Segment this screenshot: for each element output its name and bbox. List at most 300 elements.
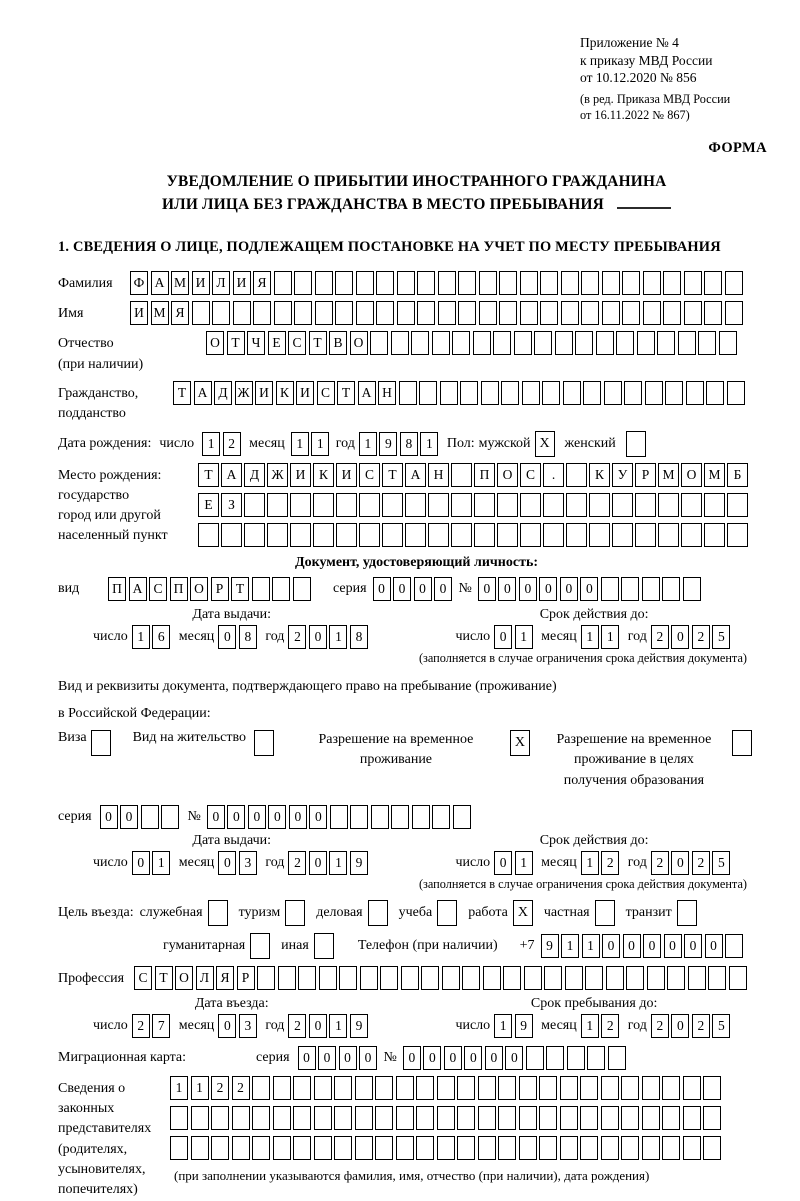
char-cell[interactable] bbox=[642, 1076, 660, 1100]
char-cell[interactable] bbox=[539, 1076, 557, 1100]
char-cell[interactable] bbox=[479, 271, 497, 295]
char-cell[interactable]: 0 bbox=[318, 1046, 336, 1070]
char-cell[interactable] bbox=[519, 1136, 537, 1160]
char-cell[interactable] bbox=[232, 1136, 250, 1160]
char-cell[interactable] bbox=[273, 1106, 291, 1130]
char-cell[interactable] bbox=[382, 523, 403, 547]
char-cell[interactable]: С bbox=[317, 381, 335, 405]
char-cell[interactable]: 0 bbox=[494, 625, 512, 649]
purpose-official-checkbox[interactable] bbox=[208, 900, 228, 926]
char-cell[interactable] bbox=[729, 966, 747, 990]
char-cell[interactable] bbox=[698, 331, 716, 355]
char-cell[interactable] bbox=[376, 301, 394, 325]
char-cell[interactable]: 8 bbox=[350, 625, 368, 649]
char-cell[interactable]: 0 bbox=[268, 805, 286, 829]
char-cell[interactable]: 0 bbox=[100, 805, 118, 829]
char-cell[interactable]: 0 bbox=[289, 805, 307, 829]
char-cell[interactable] bbox=[405, 523, 426, 547]
char-cell[interactable] bbox=[335, 271, 353, 295]
char-cell[interactable]: 2 bbox=[692, 1014, 710, 1038]
char-cell[interactable] bbox=[560, 1136, 578, 1160]
char-cell[interactable] bbox=[643, 271, 661, 295]
char-cell[interactable] bbox=[514, 331, 532, 355]
char-cell[interactable] bbox=[587, 1046, 605, 1070]
char-cell[interactable] bbox=[498, 1106, 516, 1130]
char-cell[interactable] bbox=[544, 966, 562, 990]
char-cell[interactable] bbox=[534, 331, 552, 355]
char-cell[interactable] bbox=[451, 493, 472, 517]
char-cell[interactable] bbox=[396, 1136, 414, 1160]
char-cell[interactable] bbox=[581, 301, 599, 325]
char-cell[interactable] bbox=[703, 1106, 721, 1130]
char-cell[interactable] bbox=[375, 1076, 393, 1100]
purpose-transit-checkbox[interactable] bbox=[677, 900, 697, 926]
char-cell[interactable] bbox=[612, 523, 633, 547]
char-cell[interactable]: Ф bbox=[130, 271, 148, 295]
char-cell[interactable]: Т bbox=[337, 381, 355, 405]
char-cell[interactable] bbox=[727, 523, 748, 547]
char-cell[interactable] bbox=[457, 1076, 475, 1100]
char-cell[interactable]: 0 bbox=[664, 934, 682, 958]
char-cell[interactable]: 2 bbox=[223, 432, 241, 456]
char-cell[interactable]: С bbox=[288, 331, 306, 355]
char-cell[interactable]: 2 bbox=[692, 625, 710, 649]
char-cell[interactable] bbox=[293, 1136, 311, 1160]
char-cell[interactable]: 1 bbox=[132, 625, 150, 649]
char-cell[interactable] bbox=[274, 301, 292, 325]
char-cell[interactable] bbox=[483, 966, 501, 990]
char-cell[interactable] bbox=[360, 966, 378, 990]
char-cell[interactable] bbox=[376, 271, 394, 295]
char-cell[interactable]: 2 bbox=[288, 851, 306, 875]
char-cell[interactable] bbox=[314, 1136, 332, 1160]
char-cell[interactable]: Ж bbox=[235, 381, 253, 405]
char-cell[interactable]: Р bbox=[237, 966, 255, 990]
char-cell[interactable]: В bbox=[329, 331, 347, 355]
char-cell[interactable] bbox=[428, 493, 449, 517]
char-cell[interactable]: 0 bbox=[643, 934, 661, 958]
char-cell[interactable]: 1 bbox=[329, 1014, 347, 1038]
char-cell[interactable] bbox=[294, 301, 312, 325]
char-cell[interactable] bbox=[170, 1136, 188, 1160]
char-cell[interactable]: 5 bbox=[712, 625, 730, 649]
char-cell[interactable] bbox=[565, 966, 583, 990]
purpose-work-checkbox[interactable]: X bbox=[513, 900, 533, 926]
char-cell[interactable]: 0 bbox=[359, 1046, 377, 1070]
char-cell[interactable]: 7 bbox=[152, 1014, 170, 1038]
char-cell[interactable] bbox=[416, 1076, 434, 1100]
char-cell[interactable]: Н bbox=[428, 463, 449, 487]
char-cell[interactable] bbox=[540, 301, 558, 325]
char-cell[interactable] bbox=[560, 1106, 578, 1130]
char-cell[interactable] bbox=[278, 966, 296, 990]
char-cell[interactable] bbox=[543, 523, 564, 547]
char-cell[interactable]: С bbox=[134, 966, 152, 990]
char-cell[interactable]: К bbox=[589, 463, 610, 487]
char-cell[interactable] bbox=[314, 1106, 332, 1130]
char-cell[interactable]: 3 bbox=[239, 1014, 257, 1038]
char-cell[interactable]: О bbox=[175, 966, 193, 990]
char-cell[interactable]: И bbox=[192, 271, 210, 295]
char-cell[interactable] bbox=[355, 1076, 373, 1100]
char-cell[interactable]: 0 bbox=[309, 625, 327, 649]
char-cell[interactable] bbox=[298, 966, 316, 990]
char-cell[interactable]: 0 bbox=[539, 577, 557, 601]
char-cell[interactable]: Я bbox=[216, 966, 234, 990]
char-cell[interactable]: И bbox=[130, 301, 148, 325]
char-cell[interactable] bbox=[683, 1136, 701, 1160]
char-cell[interactable]: 8 bbox=[239, 625, 257, 649]
char-cell[interactable] bbox=[380, 966, 398, 990]
char-cell[interactable] bbox=[438, 271, 456, 295]
char-cell[interactable]: 2 bbox=[651, 1014, 669, 1038]
char-cell[interactable] bbox=[451, 463, 472, 487]
char-cell[interactable] bbox=[315, 271, 333, 295]
char-cell[interactable]: 9 bbox=[350, 851, 368, 875]
char-cell[interactable] bbox=[678, 331, 696, 355]
char-cell[interactable]: 0 bbox=[309, 805, 327, 829]
char-cell[interactable]: 0 bbox=[464, 1046, 482, 1070]
char-cell[interactable] bbox=[497, 493, 518, 517]
char-cell[interactable]: 1 bbox=[494, 1014, 512, 1038]
char-cell[interactable] bbox=[520, 301, 538, 325]
char-cell[interactable] bbox=[481, 381, 499, 405]
char-cell[interactable] bbox=[293, 1106, 311, 1130]
char-cell[interactable]: А bbox=[358, 381, 376, 405]
char-cell[interactable] bbox=[437, 1106, 455, 1130]
char-cell[interactable] bbox=[667, 966, 685, 990]
char-cell[interactable] bbox=[257, 966, 275, 990]
char-cell[interactable] bbox=[399, 381, 417, 405]
char-cell[interactable] bbox=[704, 301, 722, 325]
char-cell[interactable] bbox=[561, 271, 579, 295]
char-cell[interactable] bbox=[566, 493, 587, 517]
char-cell[interactable] bbox=[334, 1136, 352, 1160]
purpose-other-checkbox[interactable] bbox=[314, 933, 334, 959]
char-cell[interactable] bbox=[458, 271, 476, 295]
char-cell[interactable]: 0 bbox=[560, 577, 578, 601]
char-cell[interactable] bbox=[244, 523, 265, 547]
char-cell[interactable] bbox=[252, 1136, 270, 1160]
char-cell[interactable]: М bbox=[658, 463, 679, 487]
purpose-tourism-checkbox[interactable] bbox=[285, 900, 305, 926]
char-cell[interactable] bbox=[581, 271, 599, 295]
char-cell[interactable]: . bbox=[543, 463, 564, 487]
char-cell[interactable]: Ч bbox=[247, 331, 265, 355]
char-cell[interactable] bbox=[642, 1106, 660, 1130]
char-cell[interactable] bbox=[382, 493, 403, 517]
char-cell[interactable] bbox=[428, 523, 449, 547]
char-cell[interactable] bbox=[462, 966, 480, 990]
char-cell[interactable] bbox=[601, 1136, 619, 1160]
char-cell[interactable] bbox=[141, 805, 159, 829]
char-cell[interactable] bbox=[375, 1136, 393, 1160]
char-cell[interactable] bbox=[412, 805, 430, 829]
char-cell[interactable] bbox=[684, 301, 702, 325]
char-cell[interactable] bbox=[479, 301, 497, 325]
char-cell[interactable] bbox=[253, 301, 271, 325]
char-cell[interactable] bbox=[658, 523, 679, 547]
char-cell[interactable] bbox=[417, 271, 435, 295]
char-cell[interactable] bbox=[416, 1106, 434, 1130]
char-cell[interactable] bbox=[211, 1106, 229, 1130]
char-cell[interactable] bbox=[294, 271, 312, 295]
char-cell[interactable] bbox=[616, 331, 634, 355]
char-cell[interactable] bbox=[411, 331, 429, 355]
char-cell[interactable]: 0 bbox=[403, 1046, 421, 1070]
char-cell[interactable] bbox=[335, 301, 353, 325]
char-cell[interactable] bbox=[602, 271, 620, 295]
char-cell[interactable] bbox=[252, 1076, 270, 1100]
char-cell[interactable]: 9 bbox=[350, 1014, 368, 1038]
char-cell[interactable]: Б bbox=[727, 463, 748, 487]
char-cell[interactable] bbox=[642, 1136, 660, 1160]
char-cell[interactable] bbox=[519, 1076, 537, 1100]
char-cell[interactable]: 0 bbox=[373, 577, 391, 601]
char-cell[interactable]: 8 bbox=[400, 432, 418, 456]
char-cell[interactable] bbox=[681, 523, 702, 547]
char-cell[interactable] bbox=[401, 966, 419, 990]
char-cell[interactable]: 2 bbox=[651, 851, 669, 875]
temp-residence-edu-checkbox[interactable] bbox=[732, 730, 752, 756]
char-cell[interactable] bbox=[191, 1136, 209, 1160]
char-cell[interactable] bbox=[170, 1106, 188, 1130]
char-cell[interactable] bbox=[642, 577, 660, 601]
char-cell[interactable] bbox=[273, 1076, 291, 1100]
char-cell[interactable] bbox=[540, 271, 558, 295]
char-cell[interactable] bbox=[624, 381, 642, 405]
char-cell[interactable] bbox=[686, 381, 704, 405]
char-cell[interactable]: 0 bbox=[705, 934, 723, 958]
char-cell[interactable] bbox=[192, 301, 210, 325]
char-cell[interactable]: Н bbox=[378, 381, 396, 405]
char-cell[interactable] bbox=[473, 331, 491, 355]
char-cell[interactable]: Т bbox=[173, 381, 191, 405]
char-cell[interactable]: 6 bbox=[152, 625, 170, 649]
char-cell[interactable] bbox=[719, 331, 737, 355]
char-cell[interactable]: 0 bbox=[671, 1014, 689, 1038]
char-cell[interactable]: 0 bbox=[494, 851, 512, 875]
char-cell[interactable] bbox=[336, 493, 357, 517]
char-cell[interactable] bbox=[606, 966, 624, 990]
char-cell[interactable] bbox=[375, 1106, 393, 1130]
char-cell[interactable]: 0 bbox=[684, 934, 702, 958]
char-cell[interactable] bbox=[725, 271, 743, 295]
char-cell[interactable] bbox=[396, 1106, 414, 1130]
char-cell[interactable] bbox=[356, 271, 374, 295]
char-cell[interactable] bbox=[313, 523, 334, 547]
char-cell[interactable] bbox=[336, 523, 357, 547]
char-cell[interactable]: Т bbox=[382, 463, 403, 487]
char-cell[interactable] bbox=[575, 331, 593, 355]
char-cell[interactable]: А bbox=[129, 577, 147, 601]
char-cell[interactable] bbox=[520, 493, 541, 517]
char-cell[interactable] bbox=[478, 1106, 496, 1130]
char-cell[interactable]: С bbox=[359, 463, 380, 487]
char-cell[interactable] bbox=[391, 331, 409, 355]
char-cell[interactable] bbox=[727, 381, 745, 405]
char-cell[interactable] bbox=[585, 966, 603, 990]
char-cell[interactable]: 2 bbox=[288, 625, 306, 649]
char-cell[interactable] bbox=[681, 493, 702, 517]
char-cell[interactable]: 0 bbox=[298, 1046, 316, 1070]
char-cell[interactable]: 0 bbox=[218, 625, 236, 649]
char-cell[interactable]: А bbox=[151, 271, 169, 295]
char-cell[interactable] bbox=[539, 1106, 557, 1130]
char-cell[interactable] bbox=[233, 301, 251, 325]
char-cell[interactable]: 0 bbox=[309, 851, 327, 875]
char-cell[interactable]: Д bbox=[214, 381, 232, 405]
char-cell[interactable] bbox=[566, 523, 587, 547]
char-cell[interactable]: 0 bbox=[414, 577, 432, 601]
char-cell[interactable]: 2 bbox=[692, 851, 710, 875]
char-cell[interactable] bbox=[355, 1106, 373, 1130]
char-cell[interactable] bbox=[498, 1076, 516, 1100]
char-cell[interactable] bbox=[621, 1076, 639, 1100]
char-cell[interactable] bbox=[212, 301, 230, 325]
char-cell[interactable]: 0 bbox=[519, 577, 537, 601]
char-cell[interactable]: 1 bbox=[581, 625, 599, 649]
char-cell[interactable] bbox=[211, 1136, 229, 1160]
char-cell[interactable]: 0 bbox=[207, 805, 225, 829]
char-cell[interactable] bbox=[438, 301, 456, 325]
char-cell[interactable] bbox=[161, 805, 179, 829]
char-cell[interactable]: И bbox=[290, 463, 311, 487]
char-cell[interactable]: Т bbox=[309, 331, 327, 355]
char-cell[interactable] bbox=[474, 493, 495, 517]
purpose-humanitarian-checkbox[interactable] bbox=[250, 933, 270, 959]
char-cell[interactable] bbox=[244, 493, 265, 517]
char-cell[interactable] bbox=[602, 301, 620, 325]
char-cell[interactable]: О bbox=[206, 331, 224, 355]
char-cell[interactable] bbox=[499, 301, 517, 325]
char-cell[interactable]: О bbox=[497, 463, 518, 487]
char-cell[interactable]: А bbox=[194, 381, 212, 405]
char-cell[interactable] bbox=[727, 493, 748, 517]
char-cell[interactable] bbox=[290, 523, 311, 547]
char-cell[interactable] bbox=[350, 805, 368, 829]
char-cell[interactable] bbox=[657, 331, 675, 355]
char-cell[interactable] bbox=[391, 805, 409, 829]
char-cell[interactable] bbox=[658, 493, 679, 517]
char-cell[interactable] bbox=[460, 381, 478, 405]
char-cell[interactable] bbox=[451, 523, 472, 547]
char-cell[interactable] bbox=[371, 805, 389, 829]
char-cell[interactable] bbox=[359, 493, 380, 517]
char-cell[interactable] bbox=[478, 1076, 496, 1100]
char-cell[interactable] bbox=[432, 331, 450, 355]
char-cell[interactable]: Л bbox=[212, 271, 230, 295]
char-cell[interactable] bbox=[561, 301, 579, 325]
char-cell[interactable] bbox=[453, 805, 471, 829]
char-cell[interactable] bbox=[665, 381, 683, 405]
char-cell[interactable]: Я bbox=[171, 301, 189, 325]
char-cell[interactable] bbox=[267, 523, 288, 547]
char-cell[interactable] bbox=[688, 966, 706, 990]
char-cell[interactable] bbox=[198, 523, 219, 547]
char-cell[interactable] bbox=[522, 381, 540, 405]
char-cell[interactable]: Т bbox=[227, 331, 245, 355]
char-cell[interactable]: А bbox=[221, 463, 242, 487]
char-cell[interactable] bbox=[319, 966, 337, 990]
char-cell[interactable]: К bbox=[313, 463, 334, 487]
char-cell[interactable] bbox=[503, 966, 521, 990]
char-cell[interactable]: 9 bbox=[379, 432, 397, 456]
char-cell[interactable] bbox=[645, 381, 663, 405]
char-cell[interactable]: 0 bbox=[132, 851, 150, 875]
char-cell[interactable] bbox=[252, 577, 270, 601]
char-cell[interactable] bbox=[704, 493, 725, 517]
char-cell[interactable] bbox=[546, 1046, 564, 1070]
char-cell[interactable] bbox=[417, 301, 435, 325]
char-cell[interactable]: 1 bbox=[561, 934, 579, 958]
char-cell[interactable] bbox=[626, 966, 644, 990]
char-cell[interactable] bbox=[543, 493, 564, 517]
char-cell[interactable] bbox=[703, 1076, 721, 1100]
char-cell[interactable] bbox=[621, 1136, 639, 1160]
char-cell[interactable]: 1 bbox=[601, 625, 619, 649]
char-cell[interactable] bbox=[501, 381, 519, 405]
char-cell[interactable]: 1 bbox=[515, 851, 533, 875]
char-cell[interactable]: 0 bbox=[218, 851, 236, 875]
char-cell[interactable]: Л bbox=[196, 966, 214, 990]
char-cell[interactable]: 2 bbox=[132, 1014, 150, 1038]
char-cell[interactable] bbox=[622, 271, 640, 295]
char-cell[interactable] bbox=[334, 1106, 352, 1130]
char-cell[interactable]: Т bbox=[231, 577, 249, 601]
char-cell[interactable] bbox=[442, 966, 460, 990]
char-cell[interactable]: 1 bbox=[170, 1076, 188, 1100]
char-cell[interactable]: 1 bbox=[311, 432, 329, 456]
char-cell[interactable]: 0 bbox=[227, 805, 245, 829]
char-cell[interactable] bbox=[313, 493, 334, 517]
temp-residence-checkbox[interactable]: X bbox=[510, 730, 530, 756]
char-cell[interactable] bbox=[643, 301, 661, 325]
char-cell[interactable] bbox=[356, 301, 374, 325]
char-cell[interactable] bbox=[267, 493, 288, 517]
char-cell[interactable]: Е bbox=[198, 493, 219, 517]
char-cell[interactable]: С bbox=[149, 577, 167, 601]
char-cell[interactable] bbox=[232, 1106, 250, 1130]
char-cell[interactable] bbox=[437, 1076, 455, 1100]
char-cell[interactable]: 0 bbox=[248, 805, 266, 829]
char-cell[interactable] bbox=[703, 1136, 721, 1160]
char-cell[interactable] bbox=[419, 381, 437, 405]
char-cell[interactable]: О bbox=[350, 331, 368, 355]
char-cell[interactable] bbox=[520, 523, 541, 547]
char-cell[interactable] bbox=[432, 805, 450, 829]
char-cell[interactable] bbox=[499, 271, 517, 295]
char-cell[interactable]: 1 bbox=[152, 851, 170, 875]
char-cell[interactable]: 1 bbox=[515, 625, 533, 649]
char-cell[interactable]: О bbox=[190, 577, 208, 601]
char-cell[interactable]: Я bbox=[253, 271, 271, 295]
char-cell[interactable]: 2 bbox=[601, 1014, 619, 1038]
char-cell[interactable] bbox=[589, 493, 610, 517]
char-cell[interactable] bbox=[458, 301, 476, 325]
char-cell[interactable] bbox=[560, 1076, 578, 1100]
char-cell[interactable] bbox=[583, 381, 601, 405]
char-cell[interactable] bbox=[612, 493, 633, 517]
char-cell[interactable] bbox=[397, 301, 415, 325]
char-cell[interactable] bbox=[580, 1106, 598, 1130]
char-cell[interactable] bbox=[601, 577, 619, 601]
char-cell[interactable] bbox=[252, 1106, 270, 1130]
char-cell[interactable] bbox=[683, 1106, 701, 1130]
char-cell[interactable] bbox=[524, 966, 542, 990]
char-cell[interactable] bbox=[359, 523, 380, 547]
char-cell[interactable]: А bbox=[405, 463, 426, 487]
